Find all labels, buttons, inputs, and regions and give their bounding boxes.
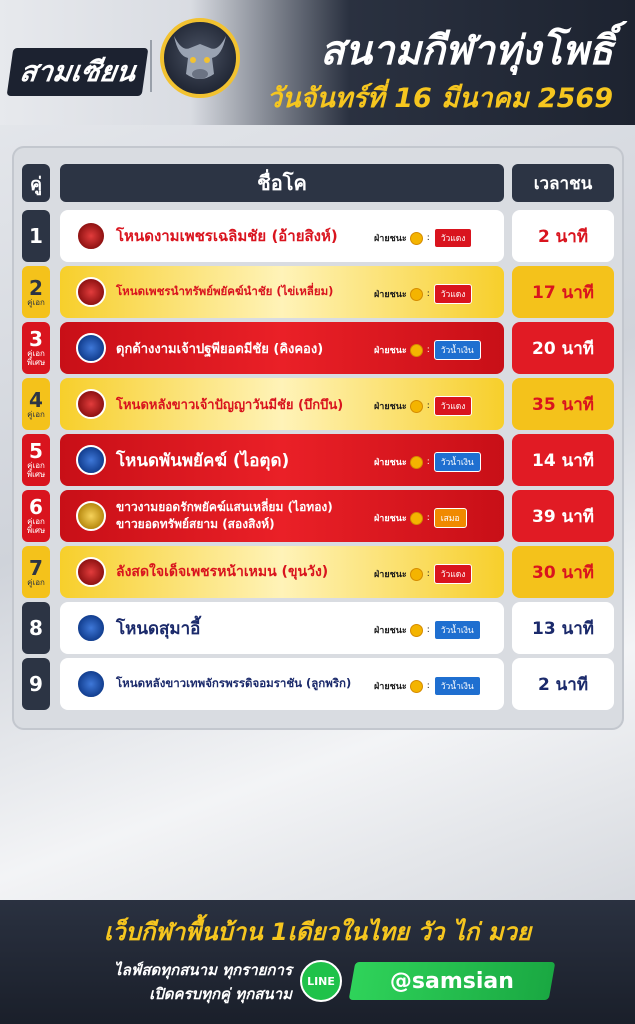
header [0, 0, 635, 125]
coin-icon [410, 456, 423, 469]
coin-icon [410, 344, 423, 357]
coin-icon [410, 624, 423, 637]
pair-number: 5 คู่เอกพิเศษ [22, 434, 50, 486]
footer-tagline-1: ไลฟ์สดทุกสนาม ทุกรายการ [114, 961, 292, 979]
line-id-button[interactable] [349, 962, 556, 1000]
blue-bull-icon [76, 333, 106, 363]
fight-time: 20 นาที [512, 322, 614, 374]
winner-badge: วัวแดง [434, 228, 473, 248]
brand-logo: สามเซียน [7, 48, 149, 96]
fight-time: 2 นาที [512, 210, 614, 262]
bull-name: โหนดสุมาอี้ [116, 618, 201, 639]
winner-badge: เสมอ [434, 508, 467, 528]
pair-number: 1 [22, 210, 50, 262]
winner-badge: วัวแดง [434, 564, 473, 584]
winner: ฝ่ายชนะ : วัวแดง [374, 284, 472, 304]
bull-name-cell [60, 210, 504, 262]
bull-name-cell [60, 266, 504, 318]
table-row [22, 602, 614, 654]
winner: ฝ่ายชนะ : วัวน้ำเงิน [374, 620, 481, 640]
bull-name: โหนดหลังขาวเทพจักรพรรดิจอมราชัน (ลูกพริก) [116, 676, 352, 690]
bull-name-cell [60, 658, 504, 710]
coin-icon [410, 512, 423, 525]
column-header-name: ชื่อโค [60, 164, 504, 202]
line-icon[interactable]: LINE [300, 960, 342, 1002]
pair-number: 7 คู่เอก [22, 546, 50, 598]
bull-name-cell [60, 602, 504, 654]
pair-number: 9 [22, 658, 50, 710]
table-row [22, 658, 614, 710]
footer-headline: เว็บกีฬาพื้นบ้าน 1เดียวในไทย วัว ไก่ มวย [103, 918, 532, 946]
pair-number: 6 คู่เอกพิเศษ [22, 490, 50, 542]
fight-time: 35 นาที [512, 378, 614, 430]
table-row [22, 434, 614, 486]
bull-name-cell [60, 378, 504, 430]
table-row [22, 210, 614, 262]
blue-bull-icon [76, 445, 106, 475]
coin-icon [410, 232, 423, 245]
fight-time: 13 นาที [512, 602, 614, 654]
bull-mascot-icon [160, 18, 240, 98]
table-row [22, 266, 614, 318]
coin-icon [410, 400, 423, 413]
pair-number: 2 คู่เอก [22, 266, 50, 318]
winner-badge: วัวน้ำเงิน [434, 340, 481, 360]
gold-bull-icon [76, 501, 106, 531]
pair-number: 8 [22, 602, 50, 654]
coin-icon [410, 568, 423, 581]
winner: ฝ่ายชนะ : วัวน้ำเงิน [374, 676, 481, 696]
table-row [22, 546, 614, 598]
winner: ฝ่ายชนะ : เสมอ [374, 508, 467, 528]
footer [0, 900, 635, 1024]
footer-tagline-2: เปิดครบทุกคู่ ทุกสนาม [149, 985, 292, 1003]
red-bull-icon [76, 277, 106, 307]
bull-name-cell [60, 434, 504, 486]
red-bull-icon [76, 389, 106, 419]
bull-name: ลังสดใจเด็จเพชรหน้าเหมน (ขุนวัง) [116, 564, 329, 580]
table-row [22, 378, 614, 430]
winner: ฝ่ายชนะ : วัวน้ำเงิน [374, 340, 481, 360]
bull-name-cell [60, 490, 504, 542]
table-row [22, 322, 614, 374]
winner: ฝ่ายชนะ : วัวแดง [374, 564, 472, 584]
red-bull-icon [76, 221, 106, 251]
bull-name: ดุกด้างงามเจ้าปฐพียอดมีชัย (คิงคอง) [116, 341, 324, 357]
bull-name: โหนดเพชรนำทรัพย์พยัคฆ์นำชัย (ไข่เหลี่ยม) [116, 284, 334, 298]
bull-name: โหนดพันพยัคฆ์ (ไอตุด) [116, 450, 290, 471]
fight-time: 2 นาที [512, 658, 614, 710]
pair-number: 3 คู่เอกพิเศษ [22, 322, 50, 374]
brand-divider [150, 40, 152, 92]
line-id-label: @samsian [389, 968, 514, 994]
coin-icon [410, 680, 423, 693]
fight-time: 14 นาที [512, 434, 614, 486]
bull-name-cell [60, 546, 504, 598]
blue-bull-icon [76, 613, 106, 643]
winner-badge: วัวแดง [434, 396, 473, 416]
bull-name: โหนดงามเพชรเฉลิมชัย (อ้ายสิงห์) [116, 227, 338, 245]
fight-time: 39 นาที [512, 490, 614, 542]
red-bull-icon [76, 557, 106, 587]
winner-badge: วัวน้ำเงิน [434, 620, 481, 640]
fight-time: 17 นาที [512, 266, 614, 318]
event-date: วันจันทร์ที่ 16 มีนาคม 2569 [266, 83, 613, 114]
column-header-pair: คู่ [22, 164, 50, 202]
winner: ฝ่ายชนะ : วัวแดง [374, 228, 472, 248]
winner-badge: วัวแดง [434, 284, 473, 304]
winner-badge: วัวน้ำเงิน [434, 676, 481, 696]
results-table [12, 146, 624, 730]
blue-bull-icon [76, 669, 106, 699]
fight-time: 30 นาที [512, 546, 614, 598]
bull-name: โหนดหลังขาวเจ้าปัญญาวันมีชัย (บึกบึน) [116, 397, 344, 413]
pair-number: 4 คู่เอก [22, 378, 50, 430]
winner: ฝ่ายชนะ : วัวน้ำเงิน [374, 452, 481, 472]
coin-icon [410, 288, 423, 301]
winner: ฝ่ายชนะ : วัวแดง [374, 396, 472, 416]
column-header-time: เวลาชน [512, 164, 614, 202]
bull-name: ขาวงามยอดรักพยัคฆ์แสนเหลี่ยม (ไอทอง) ขาวยอดทรัพย์สยาม (สองสิงห์) [116, 500, 333, 531]
page-title: สนามกีฬาทุ่งโพธิ์ [320, 28, 613, 74]
table-row [22, 490, 614, 542]
bull-name-cell [60, 322, 504, 374]
winner-badge: วัวน้ำเงิน [434, 452, 481, 472]
